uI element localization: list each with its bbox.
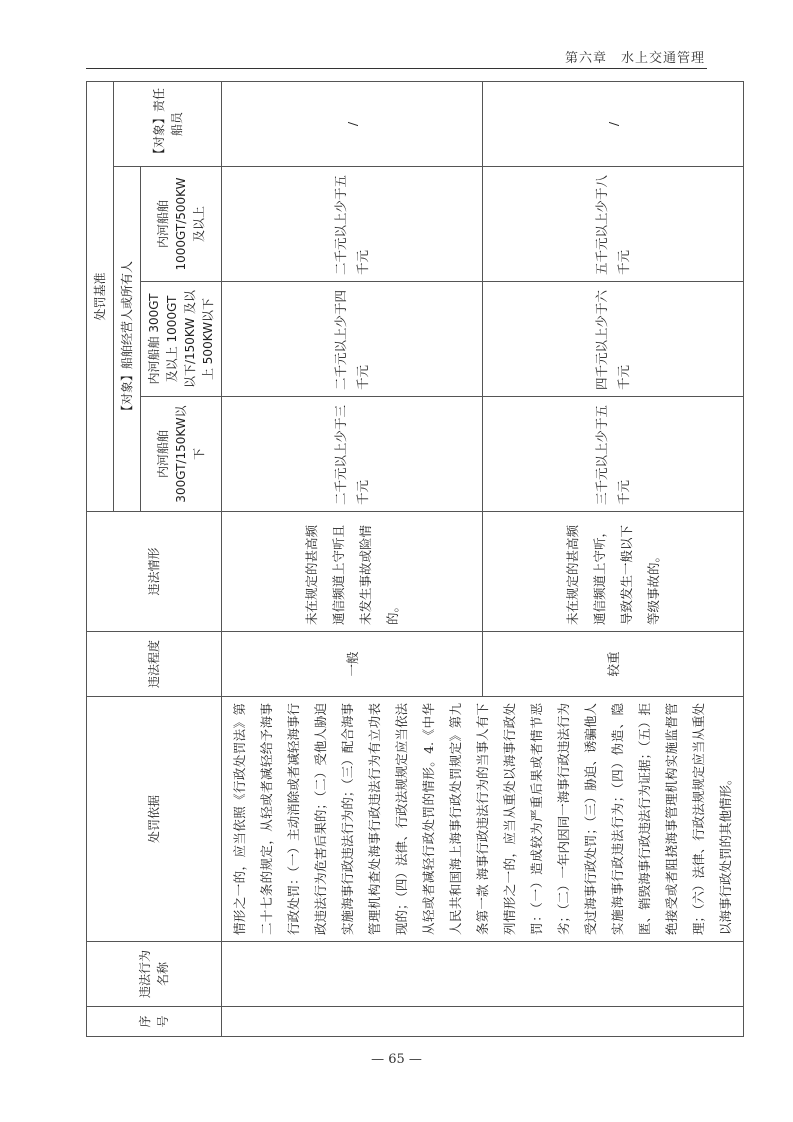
row1-fine-small: 二千元以上少于三千元	[222, 397, 483, 512]
header-target-owner: 【对象】船舶经营人或所有人	[114, 167, 141, 512]
cell-seq	[222, 1007, 744, 1037]
row2-degree: 较重	[483, 632, 744, 697]
penalty-table-wrapper	[86, 82, 733, 1037]
rotated-table-container	[86, 82, 733, 1037]
penalty-table	[86, 81, 744, 1037]
header-violation-case: 违法情形	[87, 512, 222, 632]
header-category-large: 内河船舶1000GT/500KW及以上	[141, 167, 222, 282]
header-penalty-basis: 处罚依据	[87, 697, 222, 942]
header-violation-name: 违法行为名称	[87, 942, 222, 1007]
running-header: 第六章 水上交通管理	[564, 51, 705, 66]
header-penalty-standard: 处罚基准	[87, 81, 114, 511]
header-category-medium: 内河船舶 300GT 及以上 1000GT 以下/150KW 及以上 500KW以下	[141, 282, 222, 397]
cell-violation-name	[222, 942, 744, 1007]
row2-crew-penalty: /	[483, 81, 744, 166]
row1-fine-large: 二千元以上少于五千元	[222, 167, 483, 282]
row2-fine-medium: 四千元以上少于六千元	[483, 282, 744, 397]
row2-case: 未在规定的甚高频通信频道上守听，导致发生一般以下等级事故的。	[483, 512, 744, 632]
row1-fine-medium: 二千元以上少于四千元	[222, 282, 483, 397]
row2-fine-large: 五千元以上少于八千元	[483, 167, 744, 282]
row1-case: 未在规定的甚高频通信频道上守听且未发生事故或险情的。	[222, 512, 483, 632]
header-violation-degree: 违法程度	[87, 632, 222, 697]
header-target-crew: 【对象】责任船员	[114, 81, 222, 166]
row2-fine-small: 三千元以上少于五千元	[483, 397, 744, 512]
header-seq: 序号	[87, 1007, 222, 1037]
penalty-basis-text: 情形之一的，应当依照《行政处罚法》第二十七条的规定，从轻或者减轻给予海事行政处罚：（一）主动消除或者减轻海事行政违法行为危害后果的；（二）受他人胁迫实施海事行政违法行为的；（三）配合海事管理机构查处海事行政违法行为有立功表现的；（四）法律、行政法规规定应当依法从轻或者减轻行政处罚的情形。4.《中华人民共和国海上海事行政处罚规定》第九条第一款 海事行政违法行为的当事人有下列情形之一的，应当从重处以海事行政处罚：（一）造成较为严重后果或者情节恶劣；（二）一年内因同一海事行政违法行为受过海事行政处罚；（三）胁迫、诱骗他人实施海事行政违法行为；（四）伪造、隐匿、销毁海事行政违法行为证据；（五）拒绝接受或者阻挠海事管理机构实施监督管理；（六）法律、行政法规规定应当从重处以海事行政处罚的其他情形。	[222, 697, 744, 942]
row1-degree: 一般	[222, 632, 483, 697]
row1-crew-penalty: /	[222, 81, 483, 166]
header-rule	[86, 68, 707, 69]
header-category-small: 内河船舶300GT/150KW以下	[141, 397, 222, 512]
page-number: — 65 —	[371, 1052, 422, 1067]
